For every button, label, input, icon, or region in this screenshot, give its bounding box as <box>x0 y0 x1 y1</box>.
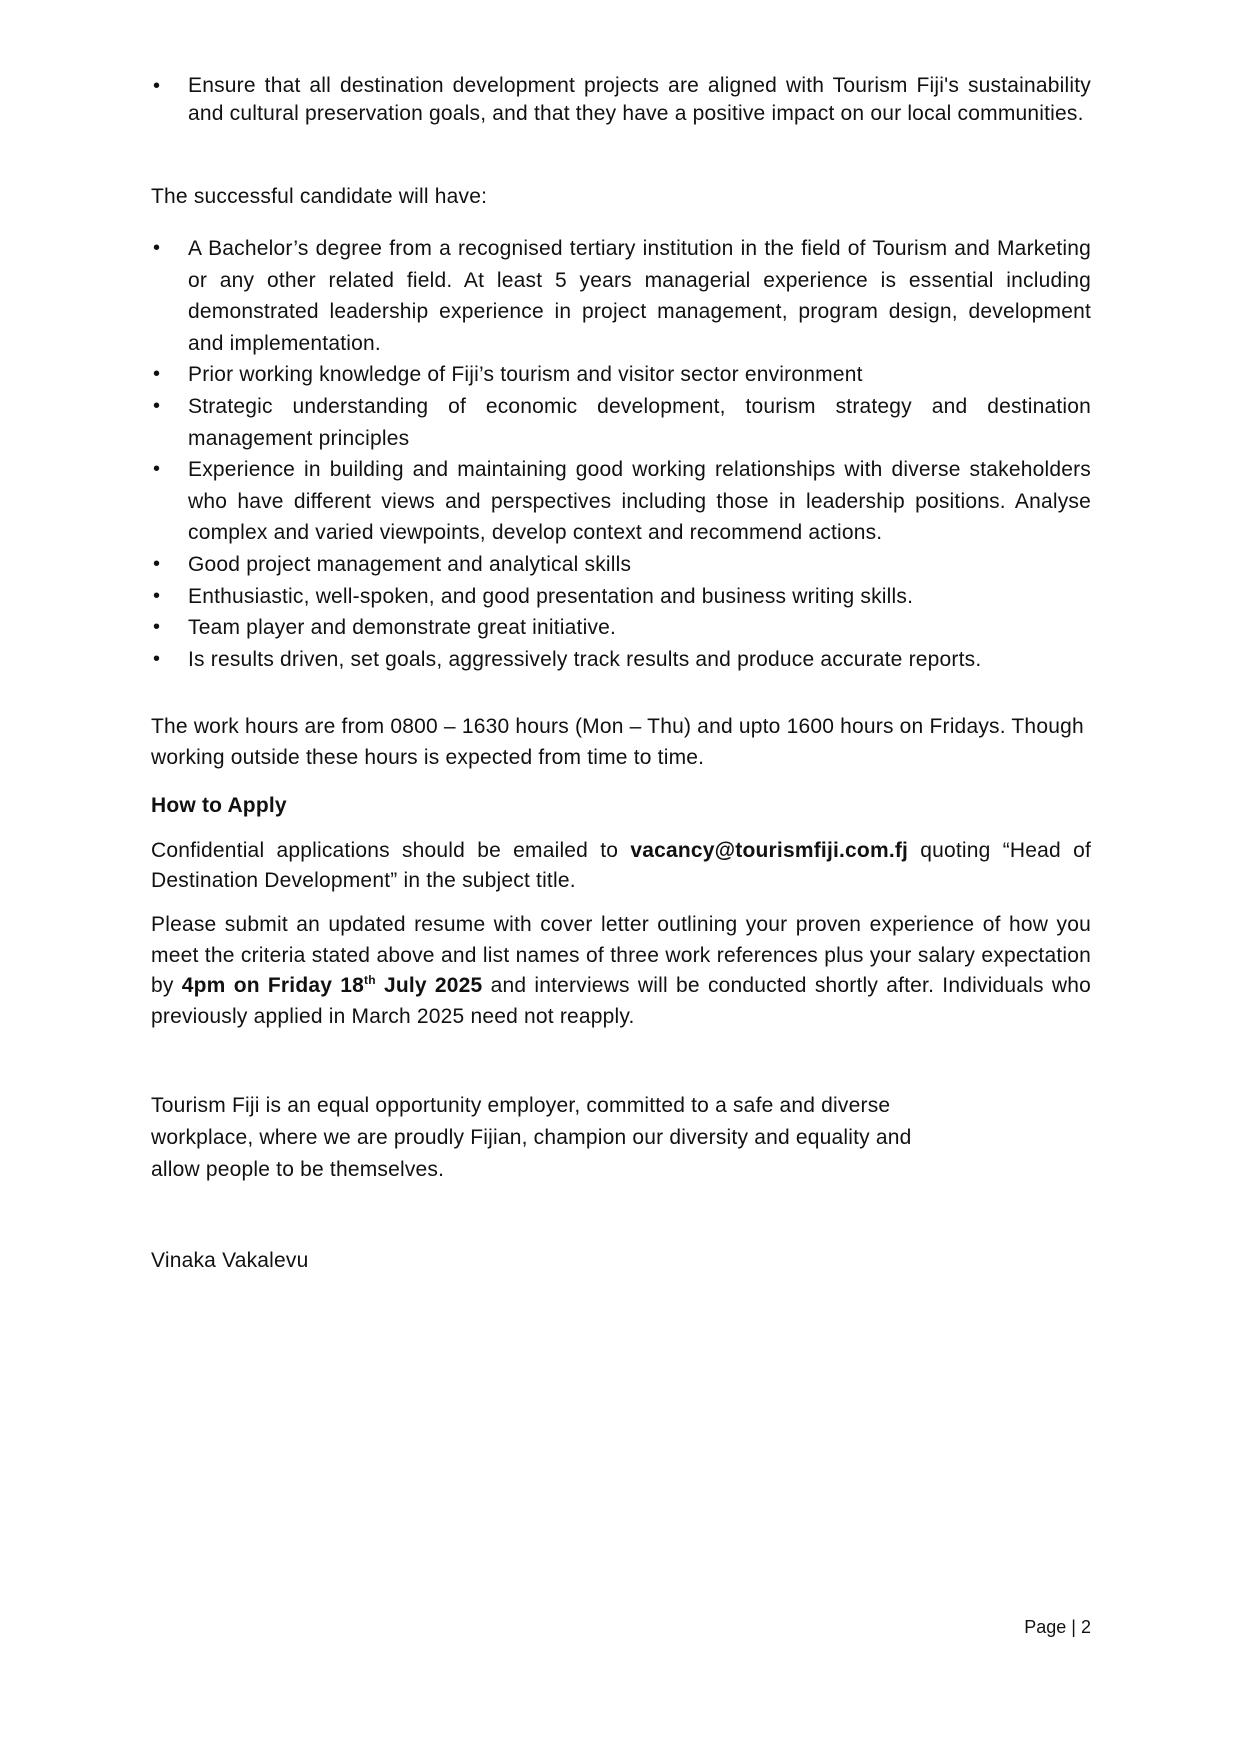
bullet-icon: • <box>153 584 161 607</box>
application-email-paragraph <box>151 836 1091 896</box>
submission-paragraph <box>151 910 1091 1032</box>
list-item-text: Enthusiastic, well-spoken, and good presentation and business writing skills. <box>188 584 914 608</box>
list-item <box>151 549 1091 581</box>
list-item-text: Is results driven, set goals, aggressively track results and produce accurate reports. <box>188 647 982 671</box>
bullet-icon: • <box>153 647 161 670</box>
statement-line: allow people to be themselves. <box>151 1158 445 1182</box>
how-to-apply-heading: How to Apply <box>151 794 287 818</box>
submission-suffix-text: and interviews will be conducted shortly after. Individuals who previously applied in March 2025 need not reapply. <box>151 974 1091 1028</box>
list-item-text: Ensure that all destination development projects are aligned with Tourism Fiji's sustainability and cultural preservation goals, and that they have a positive impact on our local communities. <box>188 74 1091 125</box>
statement-line: workplace, where we are proudly Fijian, champion our diversity and equality and <box>151 1126 912 1150</box>
page-content <box>151 72 1091 1275</box>
requirements-intro: The successful candidate will have: <box>151 185 488 208</box>
list-item-text: A Bachelor’s degree from a recognised tertiary institution in the field of Tourism and Marketing or any other related field. At least 5 years managerial experience is essential including demonstrated leadership experience in project management, program design, development and implementation. <box>188 237 1091 355</box>
list-item <box>151 359 1091 391</box>
deadline-ordinal: th <box>364 973 376 988</box>
list-item <box>151 391 1091 454</box>
equal-opportunity-statement <box>151 1090 1091 1186</box>
bullet-icon: • <box>153 394 161 417</box>
list-item-text: Strategic understanding of economic development, tourism strategy and destination management principles <box>188 394 1091 450</box>
list-item <box>151 233 1091 359</box>
signoff-text: Vinaka Vakalevu <box>151 1249 309 1273</box>
deadline-month-year: July 2025 <box>375 974 483 998</box>
responsibilities-list <box>151 72 1091 128</box>
bullet-icon: • <box>153 458 161 481</box>
bullet-icon: • <box>153 75 161 97</box>
list-item-text: Team player and demonstrate great initiative. <box>188 616 617 640</box>
email-prefix-text: Confidential applications should be emailed to <box>151 839 631 863</box>
bullet-icon: • <box>153 616 161 639</box>
bullet-icon: • <box>153 237 161 259</box>
list-item-text: Good project management and analytical skills <box>188 552 632 576</box>
list-item-text: Experience in building and maintaining good working relationships with diverse stakeholders who have different views and perspectives including those in leadership positions. Analyse complex and varied viewpoints, develop context and recommend actions. <box>188 458 1091 545</box>
work-hours-text: The work hours are from 0800 – 1630 hours (Mon – Thu) and upto 1600 hours on Fridays. Though working outside these hours is expected from time to time. <box>151 715 1084 770</box>
email-suffix-text: quoting “Head of Destination Development” in the subject title. <box>151 839 1092 893</box>
list-item <box>151 612 1091 644</box>
deadline-text <box>182 974 483 997</box>
list-item <box>151 454 1091 549</box>
page-number: Page | 2 <box>1024 1617 1091 1637</box>
list-item <box>151 644 1091 676</box>
statement-line: Tourism Fiji is an equal opportunity employer, committed to a safe and diverse <box>151 1094 891 1118</box>
deadline-date: 4pm on Friday 18 <box>181 974 365 998</box>
application-email-link[interactable]: vacancy@tourismfiji.com.fj <box>630 839 909 863</box>
requirements-list <box>151 233 1091 675</box>
bullet-icon: • <box>153 363 161 386</box>
list-item <box>151 581 1091 613</box>
bullet-icon: • <box>153 552 161 575</box>
submission-prefix-text: Please submit an updated resume with cover letter outlining your proven experience of how you meet the criteria stated above and list names of three work references plus your salary expectation by <box>151 913 1091 998</box>
list-item-text: Prior working knowledge of Fiji’s tourism and visitor sector environment <box>188 363 863 387</box>
list-item <box>151 72 1091 128</box>
